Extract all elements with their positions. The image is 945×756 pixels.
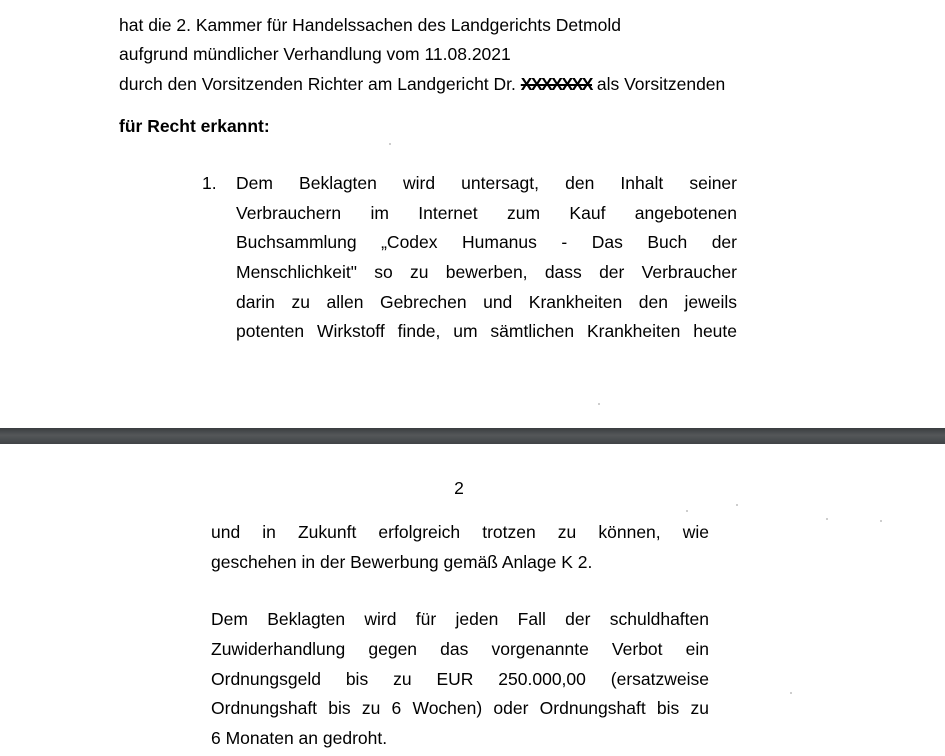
header-line-judge [119, 74, 725, 94]
item-number: 1. [202, 173, 217, 193]
penalty-line: Ordnungsgeld bis zu EUR 250.000,00 (ersatzweise [211, 669, 709, 689]
verdict-heading: für Recht erkannt: [119, 116, 270, 136]
continuation-line: und in Zukunft erfolgreich trotzen zu können, wie [211, 522, 709, 542]
penalty-line: Dem Beklagten wird für jeden Fall der schuldhaften [211, 609, 709, 629]
judge-line-prefix: durch den Vorsitzenden Richter am Landgericht Dr. [119, 74, 516, 94]
scan-speck [686, 510, 688, 512]
item1-line: potenten Wirkstoff finde, um sämtlichen Krankheiten heute [236, 321, 737, 341]
scan-speck [389, 143, 391, 145]
scan-speck [826, 518, 828, 520]
scan-speck [880, 520, 882, 522]
item1-line: Menschlichkeit" so zu bewerben, dass der Verbraucher [236, 262, 737, 282]
header-line-court: hat die 2. Kammer für Handelssachen des Landgerichts Detmold [119, 15, 621, 35]
page-number: 2 [454, 478, 464, 498]
judge-line-suffix: als Vorsitzenden [596, 74, 726, 94]
continuation-line: geschehen in der Bewerbung gemäß Anlage K 2. [211, 552, 593, 572]
item1-line: Buchsammlung „Codex Humanus - Das Buch der [236, 232, 737, 252]
item1-line: Dem Beklagten wird untersagt, den Inhalt seiner [236, 173, 737, 193]
item1-line: Verbrauchern im Internet zum Kauf angebotenen [236, 203, 737, 223]
header-line-hearing: aufgrund mündlicher Verhandlung vom 11.08.2021 [119, 44, 511, 64]
scan-speck [736, 504, 738, 506]
penalty-line: 6 Monaten an gedroht. [211, 728, 388, 748]
page-separator [0, 428, 945, 444]
scan-speck [598, 403, 600, 405]
penalty-line: Zuwiderhandlung gegen das vorgenannte Verbot ein [211, 639, 709, 659]
item1-line: darin zu allen Gebrechen und Krankheiten den jeweils [236, 292, 737, 312]
document-page-2 [0, 444, 945, 756]
redacted-name: XXXXXXX [520, 74, 592, 94]
scan-speck [790, 692, 792, 694]
penalty-line: Ordnungshaft bis zu 6 Wochen) oder Ordnungshaft bis zu [211, 698, 709, 718]
